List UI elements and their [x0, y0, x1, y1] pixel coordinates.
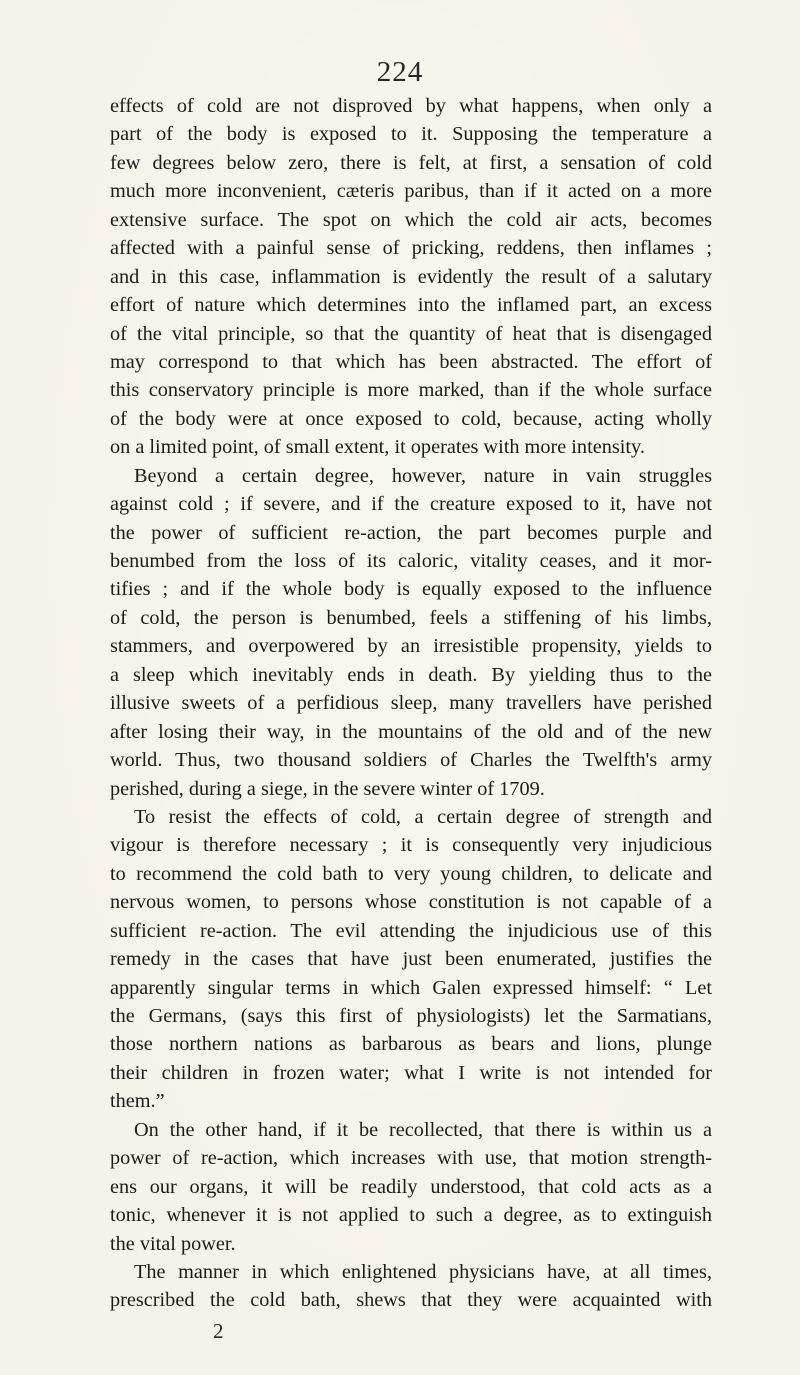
- text-line: effort of nature which determines into the inflamed part, an excess: [110, 294, 712, 317]
- text-line: to recommend the cold bath to very young children, to delicate and: [110, 862, 712, 885]
- text-line: after losing their way, in the mountains of the old and of the new: [110, 720, 712, 743]
- text-line: world. Thus, two thousand soldiers of Charles the Twelfth's army: [110, 749, 712, 772]
- text-line: apparently singular terms in which Galen expressed himself: “ Let: [110, 976, 712, 999]
- text-line: the power of sufficient re-action, the part becomes purple and: [110, 521, 712, 544]
- text-line: against cold ; if severe, and if the creature exposed to it, have not: [110, 493, 712, 516]
- text-line: sufficient re-action. The evil attending the injudicious use of this: [110, 919, 712, 942]
- text-line: ens our organs, it will be readily understood, that cold acts as a: [110, 1175, 712, 1198]
- text-line: of the body were at once exposed to cold, because, acting wholly: [110, 407, 712, 430]
- text-line: few degrees below zero, there is felt, at first, a sensation of cold: [110, 151, 712, 174]
- text-line: a sleep which inevitably ends in death. By yielding thus to the: [110, 663, 712, 686]
- text-line: those northern nations as barbarous as bears and lions, plunge: [110, 1033, 712, 1056]
- text-line: them.”: [110, 1090, 165, 1113]
- page-number: 224: [376, 56, 424, 88]
- text-line: effects of cold are not disproved by what happens, when only a: [110, 95, 712, 117]
- text-line: much more inconvenient, cæteris paribus, than if it acted on a more: [110, 180, 712, 203]
- text-line: of cold, the person is benumbed, feels a stiffening of his limbs,: [110, 606, 712, 629]
- text-line: the vital power.: [110, 1232, 236, 1255]
- text-line: illusive sweets of a perfidious sleep, many travellers have perished: [110, 692, 712, 715]
- text-line: benumbed from the loss of its caloric, vitality ceases, and it mor-: [110, 550, 712, 572]
- text-line: affected with a painful sense of pricking, reddens, then inflames ;: [110, 237, 712, 260]
- text-line: perished, during a siege, in the severe winter of 1709.: [110, 777, 545, 800]
- text-line: stammers, and overpowered by an irresistible propensity, yields to: [110, 635, 712, 658]
- text-line: their children in frozen water; what I write is not intended for: [110, 1061, 712, 1084]
- text-line: power of re-action, which increases with use, that motion strength-: [110, 1147, 712, 1170]
- text-line: Beyond a certain degree, however, nature in vain struggles: [134, 464, 712, 487]
- text-line: this conservatory principle is more marked, than if the whole surface: [110, 379, 712, 402]
- text-line: tifies ; and if the whole body is equally exposed to the influence: [110, 578, 712, 601]
- text-line: tonic, whenever it is not applied to such a degree, as to extinguish: [110, 1204, 712, 1227]
- text-line: on a limited point, of small extent, it operates with more intensity.: [110, 436, 645, 459]
- text-line: The manner in which enlightened physicians have, at all times,: [134, 1260, 712, 1283]
- text-line: To resist the effects of cold, a certain degree of strength and: [134, 805, 712, 828]
- text-line: extensive surface. The spot on which the cold air acts, becomes: [110, 208, 712, 231]
- text-line: vigour is therefore necessary ; it is consequently very injudicious: [110, 834, 712, 857]
- text-line: the Germans, (says this first of physiologists) let the Sarmatians,: [110, 1005, 712, 1027]
- text-line: part of the body is exposed to it. Supposing the temperature a: [110, 123, 712, 146]
- text-line: and in this case, inflammation is evidently the result of a salutary: [110, 265, 712, 288]
- signature-mark: 2: [213, 1319, 224, 1343]
- body-text: [110, 92, 712, 1315]
- text-line: prescribed the cold bath, shews that they were acquainted with: [110, 1289, 712, 1312]
- text-line: remedy in the cases that have just been enumerated, justifies the: [110, 948, 712, 971]
- text-line: nervous women, to persons whose constitution is not capable of a: [110, 891, 712, 914]
- text-line: On the other hand, if it be recollected, that there is within us a: [134, 1118, 712, 1141]
- text-line: of the vital principle, so that the quantity of heat that is disengaged: [110, 322, 712, 345]
- text-line: may correspond to that which has been abstracted. The effort of: [110, 350, 712, 373]
